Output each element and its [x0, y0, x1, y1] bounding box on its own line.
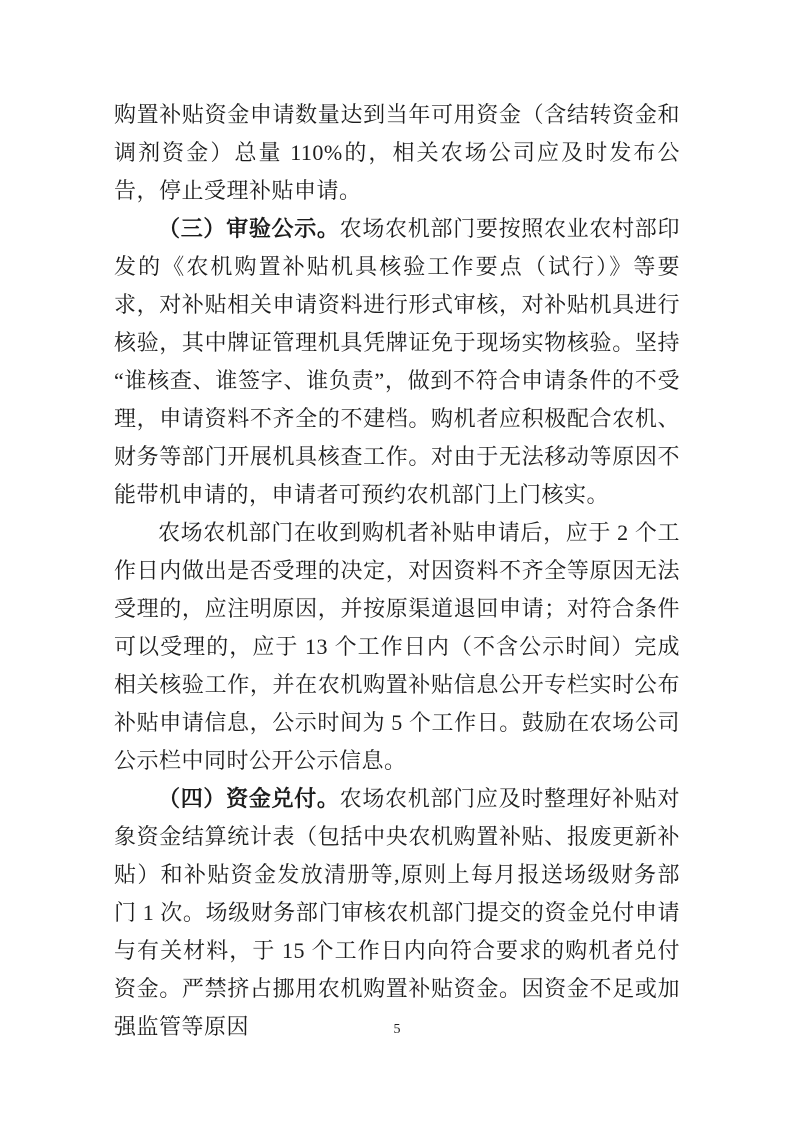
section-4-heading: （四）资金兑付。: [158, 786, 340, 811]
paragraph-section-4: [114, 780, 680, 1046]
document-body: [114, 96, 680, 1046]
paragraph-text: 农场农机部门要按照农业农村部印发的《农机购置补贴机具核验工作要点（试行）》等要求，对补贴相关申请资料进行形式审核，对补贴机具进行核验，其中牌证管理机具凭牌证免于现场实物核验。坚持“谁核查、谁签字、谁负责”，做到不符合申请条件的不受理，申请资料不齐全的不建档。购机者应积极配合农机、财务等部门开展机具核查工作。对由于无法移动等原因不能带机申请的，申请者可预约农机部门上门核实。: [114, 216, 680, 507]
paragraph-continuation: [114, 96, 680, 210]
paragraph-text: 购置补贴资金申请数量达到当年可用资金（含结转资金和调剂资金）总量 110%的，相关农场公司应及时发布公告，停止受理补贴申请。: [114, 102, 680, 203]
paragraph-text: 农场农机部门在收到购机者补贴申请后，应于 2 个工作日内做出是否受理的决定，对因资料不齐全等原因无法受理的，应注明原因，并按原渠道退回申请；对符合条件可以受理的，应于 13 个工作日内（不含公示时间）完成相关核验工作，并在农机购置补贴信息公开专栏实时公布补贴申请信息，公示时间为 5 个工作日。鼓励在农场公司公示栏中同时公开公示信息。: [114, 520, 680, 773]
paragraph-section-3: [114, 210, 680, 514]
section-3-heading: （三）审验公示。: [158, 216, 340, 241]
paragraph-text: 农场农机部门应及时整理好补贴对象资金结算统计表（包括中央农机购置补贴、报废更新补贴）和补贴资金发放清册等,原则上每月报送场级财务部门 1 次。场级财务部门审核农机部门提交的资金兑付申请与有关材料，于 15 个工作日内向符合要求的购机者兑付资金。严禁挤占挪用农机购置补贴资金。因资金不足或加强监管等原因: [114, 786, 680, 1039]
paragraph-acceptance-process: [114, 514, 680, 780]
page-number: 5: [393, 1022, 401, 1037]
